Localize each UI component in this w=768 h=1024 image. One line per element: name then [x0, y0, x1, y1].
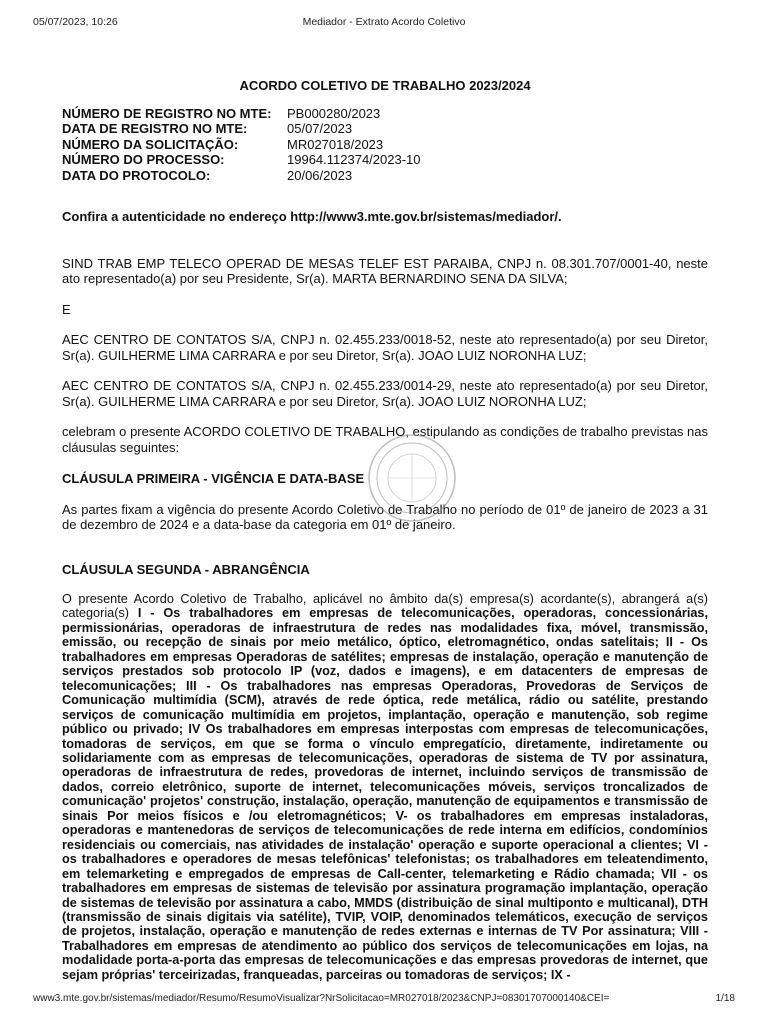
registration-value: PB000280/2023: [287, 105, 381, 121]
registration-value: MR027018/2023: [287, 136, 384, 152]
clause-1-body: As partes fixam a vigência do presente Acordo Coletivo de Trabalho no período de 01º de janeiro de 2023 a 31 de dezembro de 2024 e a data-base da categoria em 01º de janeiro.: [62, 501, 708, 532]
clause-2-body: [62, 592, 708, 982]
party-company-1: AEC CENTRO DE CONTATOS S/A, CNPJ n. 02.455.233/0018-52, neste ato representado(a) por seu Diretor, Sr(a). GUILHERME LIMA CARRARA e por seu Diretor, Sr(a). JOAO LUIZ NORONHA LUZ;: [62, 332, 708, 363]
registration-label: NÚMERO DE REGISTRO NO MTE:: [62, 105, 272, 121]
clause-2-scope: I - Os trabalhadores em empresas de telecomunicações, operadoras, concessionárias, permissionárias, operadoras de infraestrutura de redes nas modalidades fixa, móvel, transmissão, emissão, ou recepção de sinais por meio metálico, óptico, eletromagnético, ondas satelitais; II - Os trabalhadores em empresas Operadoras de satélites; empresas de instalação, operação e manutenção de serviços prestados sob protocolo IP (voz, dados e imagens), e em datacenters de empresas de telecomunicações; III - Os trabalhadores nas empresas Operadoras, Provedoras de Serviços de Comunicação multimídia (SCM), através de rede óptica, rede metálica, rádio ou satélite, prestando serviços de comunicação multimídia em projetos, implantação, operação e manutenção, sob regime público ou privado; IV Os trabalhadores em empresas interpostas com empresas de telecomunicações, tomadoras de serviços, em que se forma o vínculo empregatício, diretamente, indiretamente ou solidariamente com as empresas de telecomunicações, operadoras de sistema de TV por assinatura, operadoras de infraestrutura de redes, provedoras de internet, incluindo serviços de transmissão de dados, correio eletrônico, suporte de internet, telecomunicações móveis, serviços troncalizados de comunicação' projetos' construção, instalação, operação, manutenção de equipamentos e transmissão de sinais Por meios físicos e /ou eletromagnéticos; V- os trabalhadores em empresas instaladoras, operadoras e mantenedoras de serviços de telecomunicações de rede interna em edifícios, condomínios residenciais ou comerciais, nas atividades de instalação' operação e suporte operacional a clientes; VI - os trabalhadores e operadores de mesas telefônicas' telefonistas; os trabalhadores em teleatendimento, em telemarketing e empregados de empresas de Call-center, telemarketing e Rádio chamada; VII - os trabalhadores em empresas de sistemas de televisão por assinatura programação implantação, operação de sistemas de televisão por assinatura a cabo, MMDS (distribuição de sinal multiponto e multicanal), DTH (transmissão de sinais digitais via satélite), TVIP, VOIP, denominados telemáticos, execução de serviços de projetos, instalação, operação e manutenção de redes externas e internas de TV Por assinatura; VIII - Trabalhadores em empresas de atendimento ao público dos serviços de telecomunicações em lojas, na modalidade porta-a-porta das empresas de telecomunicações e das empresas provedoras de internet, que sejam próprias' terceirizadas, franqueadas, parceiras ou tomadoras de serviços; IX -: [62, 606, 708, 982]
registration-table: [62, 106, 421, 184]
party-conjunction: E: [62, 301, 71, 317]
print-footer: [33, 993, 735, 1007]
clause-1-title: CLÁUSULA PRIMEIRA - VIGÊNCIA E DATA-BASE: [62, 471, 365, 486]
authenticity-notice: Confira a autenticidade no endereço http://www3.mte.gov.br/sistemas/mediador/.: [62, 209, 562, 224]
registration-label: DATA DE REGISTRO NO MTE:: [62, 121, 248, 136]
registration-value: 05/07/2023: [287, 121, 353, 136]
registration-label: NÚMERO DO PROCESSO:: [62, 152, 225, 167]
registration-row: [62, 168, 421, 184]
registration-value: 19964.112374/2023-10: [287, 152, 421, 167]
party-company-2: AEC CENTRO DE CONTATOS S/A, CNPJ n. 02.455.233/0014-29, neste ato representado(a) por seu Diretor, Sr(a). GUILHERME LIMA CARRARA e por seu Diretor, Sr(a). JOAO LUIZ NORONHA LUZ;: [62, 378, 708, 409]
clause-2-intro: O presente Acordo Coletivo de Trabalho, aplicável no âmbito da(s) empresa(s) acordante(s), abrangerá a(s) categoria(s): [62, 592, 708, 621]
registration-row: [62, 106, 421, 122]
print-url: www3.mte.gov.br/sistemas/mediador/Resumo/ResumoVisualizar?NrSolicitacao=MR027018/2023&CNPJ=08301707000140&CEI=: [33, 993, 610, 1004]
document-body: [62, 78, 708, 982]
registration-label: NÚMERO DA SOLICITAÇÃO:: [62, 136, 239, 152]
party-union: SIND TRAB EMP TELECO OPERAD DE MESAS TELEF EST PARAIBA, CNPJ n. 08.301.707/0001-40, neste ato representado(a) por seu Presidente, Sr(a). MARTA BERNARDINO SENA DA SILVA;: [62, 255, 708, 286]
print-header: [33, 16, 735, 30]
clause-2-title: CLÁUSULA SEGUNDA - ABRANGÊNCIA: [62, 561, 310, 577]
print-datetime: 05/07/2023, 10:26: [33, 16, 118, 28]
print-page-title: Mediador - Extrato Acordo Coletivo: [302, 16, 466, 28]
registration-value: 20/06/2023: [287, 167, 353, 183]
registration-row: [62, 121, 421, 137]
registration-label: DATA DO PROTOCOLO:: [62, 167, 211, 183]
preamble: celebram o presente ACORDO COLETIVO DE TRABALHO, estipulando as condições de trabalho previstas nas cláusulas seguintes:: [62, 424, 708, 455]
registration-row: [62, 137, 421, 153]
document-title: ACORDO COLETIVO DE TRABALHO 2023/2024: [239, 78, 531, 93]
registration-row: [62, 152, 421, 168]
page-number: 1/18: [715, 993, 735, 1004]
